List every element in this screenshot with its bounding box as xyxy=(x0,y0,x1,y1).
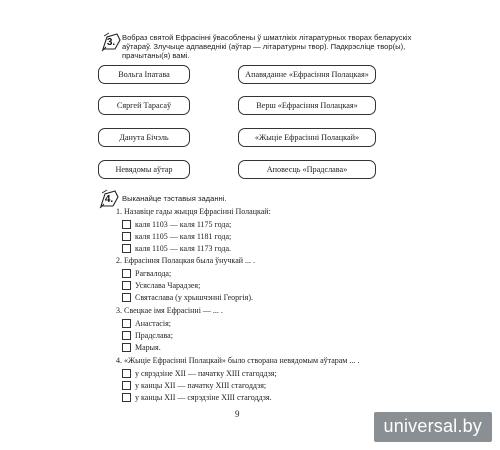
work-label: Верш «Ефрасіння Полацкая» xyxy=(256,101,358,110)
task-3-line-3: прачытаны(я) вамі. xyxy=(122,51,190,60)
answer-checkbox[interactable] xyxy=(122,281,131,290)
watermark-badge: universal.by xyxy=(374,412,492,442)
work-box[interactable] xyxy=(238,96,376,115)
answer-label: у канцы ХІІ — пачатку ХІІІ стагоддзя; xyxy=(135,381,267,390)
author-box[interactable] xyxy=(98,65,190,84)
task-3-line-2: аўтараў. Злучыце адпаведнікі (аўтар — літаратурны твор). Падкрэсліце твор(ы), xyxy=(122,42,406,51)
author-box[interactable] xyxy=(98,96,190,115)
answer-label: Марыя. xyxy=(135,343,161,352)
question-2: 2. Ефрасіння Полацкая была ўнучкай ... . xyxy=(116,256,256,265)
answer-label: Анастасія; xyxy=(135,319,171,328)
answer-option[interactable] xyxy=(122,368,277,379)
page-number: 9 xyxy=(235,409,240,419)
work-label: Аповесць «Прадслава» xyxy=(266,165,348,174)
answer-checkbox[interactable] xyxy=(122,381,131,390)
answer-label: каля 1105 — каля 1181 года; xyxy=(135,232,232,241)
answer-label: каля 1103 — каля 1175 года; xyxy=(135,220,232,229)
answer-option[interactable] xyxy=(122,219,231,230)
answer-option[interactable] xyxy=(122,292,253,303)
author-label: Сяргей Тарасаў xyxy=(116,101,172,110)
answer-label: каля 1105 — каля 1173 года. xyxy=(135,244,231,253)
answer-option[interactable] xyxy=(122,330,173,341)
answer-checkbox[interactable] xyxy=(122,232,131,241)
work-box[interactable] xyxy=(238,65,376,84)
work-label: «Жыціе Ефрасінні Полацкай» xyxy=(254,133,360,142)
answer-checkbox[interactable] xyxy=(122,343,131,352)
author-box[interactable] xyxy=(98,160,190,179)
answer-label: Рагвалода; xyxy=(135,269,172,278)
task-3-badge xyxy=(100,32,122,52)
task-4-badge xyxy=(98,189,120,209)
answer-option[interactable] xyxy=(122,342,161,353)
answer-label: у канцы ХІІ — сярэдзіне ХІІІ стагоддзя. xyxy=(135,393,272,402)
answer-label: у сярэдзіне ХІІ — пачатку ХІІІ стагоддзя; xyxy=(135,369,277,378)
answer-option[interactable] xyxy=(122,243,231,254)
work-box[interactable] xyxy=(238,160,376,179)
task-4-instruction: Выканайце тэставыя заданні. xyxy=(122,194,227,203)
work-box[interactable] xyxy=(238,128,376,147)
work-label: Апавяданне «Ефрасіння Полацкая» xyxy=(245,70,369,79)
answer-checkbox[interactable] xyxy=(122,269,131,278)
author-label: Вольга Іпатава xyxy=(118,70,170,79)
answer-option[interactable] xyxy=(122,318,171,329)
question-3: 3. Свецкае імя Ефрасінні — ... . xyxy=(116,306,223,315)
author-box[interactable] xyxy=(98,128,190,147)
answer-checkbox[interactable] xyxy=(122,331,131,340)
answer-option[interactable] xyxy=(122,392,272,403)
answer-label: Усяслава Чарадзея; xyxy=(135,281,201,290)
answer-option[interactable] xyxy=(122,380,266,391)
answer-checkbox[interactable] xyxy=(122,319,131,328)
task-3-line-1: Вобраз святой Ефрасінні ўвасоблены ў шматлікіх літаратурных творах беларускіх xyxy=(122,33,412,42)
answer-checkbox[interactable] xyxy=(122,220,131,229)
answer-checkbox[interactable] xyxy=(122,244,131,253)
answer-option[interactable] xyxy=(122,231,231,242)
answer-option[interactable] xyxy=(122,268,171,279)
answer-checkbox[interactable] xyxy=(122,293,131,302)
answer-label: Прадслава; xyxy=(135,331,173,340)
answer-label: Святаслава (у хрышчэнні Георгія). xyxy=(135,293,254,302)
author-label: Невядомы аўтар xyxy=(115,165,173,174)
author-label: Данута Бічэль xyxy=(119,133,169,142)
answer-option[interactable] xyxy=(122,280,200,291)
task-4-number: 4. xyxy=(104,193,114,205)
task-3-number: 3. xyxy=(106,36,116,48)
answer-checkbox[interactable] xyxy=(122,369,131,378)
answer-checkbox[interactable] xyxy=(122,393,131,402)
question-4: 4. «Жыціе Ефрасінні Полацкай» было створана невядомым аўтарам ... . xyxy=(116,356,360,365)
task-3-instruction xyxy=(122,33,442,60)
question-1: 1. Назавіце гады жыцця Ефрасінні Полацкай: xyxy=(116,207,271,216)
